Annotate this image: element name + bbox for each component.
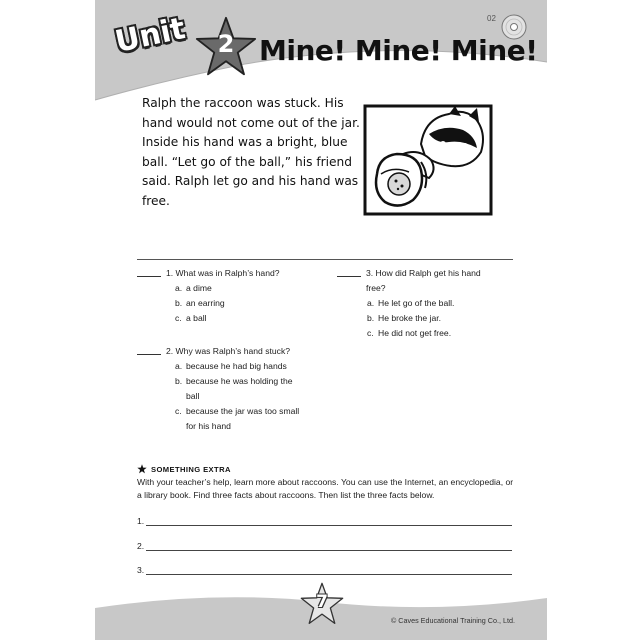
option: a. He let go of the ball.: [367, 298, 455, 308]
option: a. because he had big hands: [175, 361, 287, 371]
question-text: 1. What was in Ralph’s hand?: [166, 268, 280, 278]
star-icon: [137, 464, 147, 474]
answer-blank-1[interactable]: [137, 266, 161, 277]
answer-blank-3[interactable]: [337, 266, 361, 277]
option: c. because the jar was too small for his hand: [175, 406, 300, 431]
question-text: 2. Why was Ralph’s hand stuck?: [166, 346, 291, 356]
fact-line-3[interactable]: 3.: [137, 565, 512, 575]
answer-blank-2[interactable]: [137, 344, 161, 355]
audio-track-label: 02: [487, 14, 496, 23]
page-number: 7: [316, 592, 328, 612]
section-divider: [137, 259, 513, 260]
option: c. He did not get free.: [367, 328, 452, 338]
worksheet-page: [95, 0, 547, 640]
something-extra-text: With your teacher’s help, learn more about raccoons. You can use the Internet, an encyclopedia, or a library book. Find three facts about raccoons. Then list the three facts below.: [137, 477, 514, 500]
fact-line-1[interactable]: 1.: [137, 516, 512, 526]
option: c. a ball: [175, 313, 207, 323]
copyright-notice: © Caves Educational Training Co., Ltd.: [391, 616, 515, 625]
question-2: [137, 344, 317, 434]
question-3: [337, 266, 512, 341]
option: a. a dime: [175, 283, 212, 293]
unit-number: 2: [217, 30, 235, 58]
option: b. an earring: [175, 298, 225, 308]
option: b. because he was holding the ball: [175, 376, 293, 401]
question-text: 3. How did Ralph get his hand free?: [366, 268, 481, 293]
question-1: [137, 266, 317, 326]
something-extra-heading: [137, 464, 231, 474]
story-text: Ralph the raccoon was stuck. His hand would not come out of the jar. Inside his hand was a bright, blue ball. “Let go of the ball,” his friend said. Ralph let go and his hand was free.: [142, 96, 360, 208]
unit-label: Unit: [112, 11, 189, 60]
fact-line-2[interactable]: 2.: [137, 541, 512, 551]
something-extra-label: SOMETHING EXTRA: [151, 464, 231, 474]
option: b. He broke the jar.: [367, 313, 442, 323]
raccoon-illustration: [363, 104, 493, 216]
page-title: Mine! Mine! Mine!: [259, 34, 538, 67]
